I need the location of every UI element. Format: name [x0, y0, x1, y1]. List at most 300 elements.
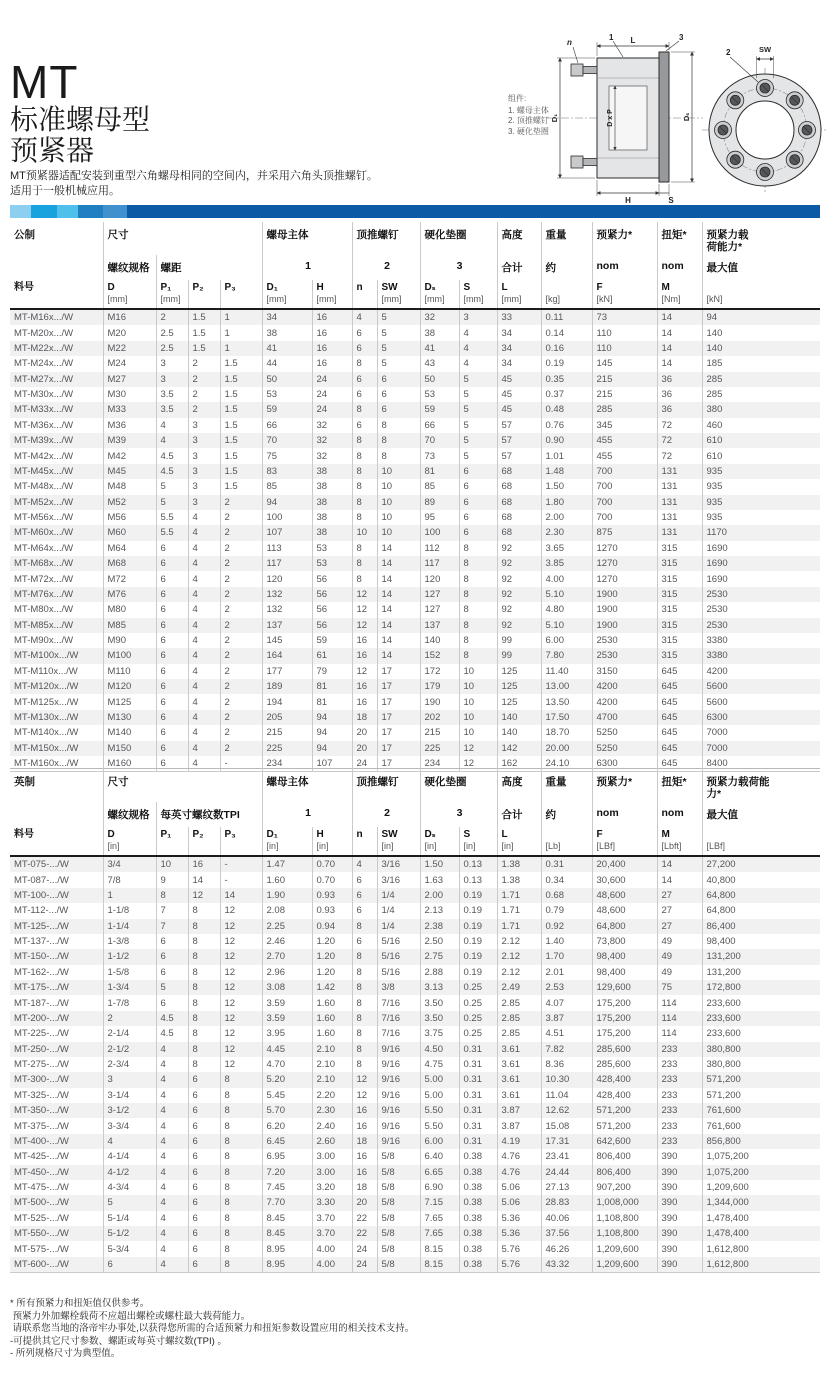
- table-cell: 7.65: [420, 1226, 459, 1241]
- table-cell: 9/16: [377, 1134, 420, 1149]
- table-cell: 390: [657, 1241, 702, 1256]
- table-cell: 8.36: [541, 1057, 592, 1072]
- table-cell: 12: [220, 934, 262, 949]
- table-row: [10, 433, 820, 448]
- table-cell: 27,200: [702, 856, 820, 872]
- table-cell: 59: [312, 633, 352, 648]
- table-row: [10, 1072, 820, 1087]
- table-cell: 125: [497, 694, 541, 709]
- table-cell: 0.38: [459, 1211, 497, 1226]
- table-cell: 61: [312, 648, 352, 663]
- table-row: [10, 949, 820, 964]
- table-cell: 4: [188, 648, 220, 663]
- table-cell: 114: [657, 995, 702, 1010]
- table-cell: 8: [188, 1026, 220, 1041]
- column-header: H [mm]: [312, 280, 352, 309]
- table-cell: M60: [103, 525, 156, 540]
- table-cell: M120: [103, 679, 156, 694]
- table-cell: 8: [188, 995, 220, 1010]
- table-cell: 16: [352, 1165, 377, 1180]
- table-cell: M52: [103, 495, 156, 510]
- table-cell: 215: [592, 372, 657, 387]
- table-cell: MT-250-.../W: [14, 1043, 69, 1055]
- table-cell: 189: [262, 679, 312, 694]
- table-cell: 12.62: [541, 1103, 592, 1118]
- table-cell: 202: [420, 710, 459, 725]
- table-cell: 4: [156, 1103, 188, 1118]
- table-cell: 428,400: [592, 1072, 657, 1087]
- table-cell: 6: [188, 1134, 220, 1149]
- table-cell: 233: [657, 1042, 702, 1057]
- table-cell: 5.10: [541, 587, 592, 602]
- column-header: M [Nm]: [657, 280, 702, 309]
- table-cell: 6: [188, 1241, 220, 1256]
- table-cell: 172: [420, 664, 459, 679]
- table-row: [10, 888, 820, 903]
- table-cell: 2.70: [262, 949, 312, 964]
- table-row: [10, 1042, 820, 1057]
- table-cell: 8: [377, 433, 420, 448]
- table-cell: 5/8: [377, 1226, 420, 1241]
- table-cell: M48: [103, 479, 156, 494]
- table-cell: 75: [657, 980, 702, 995]
- table-cell: 5.06: [497, 1180, 541, 1195]
- size-group-label: 尺寸: [103, 769, 262, 803]
- table-cell: 3.95: [262, 1026, 312, 1041]
- table-cell: 8: [352, 479, 377, 494]
- table-cell: 6: [352, 341, 377, 356]
- table-cell: 81: [420, 464, 459, 479]
- page-subtitle-line2: 预紧器: [10, 135, 95, 166]
- table-cell: 5/8: [377, 1195, 420, 1210]
- table-row: [10, 694, 820, 709]
- table-cell: 6.00: [541, 633, 592, 648]
- table-cell: 2530: [702, 602, 820, 617]
- table-cell: 89: [420, 495, 459, 510]
- table-cell: 34: [497, 341, 541, 356]
- column-header: S [in]: [459, 827, 497, 856]
- table-cell: 3.70: [312, 1211, 352, 1226]
- table-cell: 1.5: [188, 309, 220, 325]
- table-cell: 0.70: [312, 872, 352, 887]
- callout-part2: 2: [726, 48, 731, 57]
- table-cell: 2-1/4: [103, 1026, 156, 1041]
- table-cell: 645: [657, 725, 702, 740]
- table-cell: 7: [156, 903, 188, 918]
- table-cell: 56: [312, 571, 352, 586]
- table-cell: 1-1/8: [103, 903, 156, 918]
- table-cell: 6: [188, 1149, 220, 1164]
- table-cell: 10: [459, 694, 497, 709]
- table-cell: 4.00: [312, 1257, 352, 1273]
- table-cell: 2.88: [420, 965, 459, 980]
- table-cell: 4: [156, 1241, 188, 1256]
- table-cell: MT-450-.../W: [14, 1166, 69, 1178]
- table-cell: 2.53: [541, 980, 592, 995]
- table-cell: 17: [377, 664, 420, 679]
- table-cell: 64,800: [702, 888, 820, 903]
- table-cell: 225: [420, 741, 459, 756]
- height-sub-label: 合计: [497, 802, 541, 827]
- table-cell: 6: [352, 387, 377, 402]
- table-cell: 117: [262, 556, 312, 571]
- table-cell: 4: [188, 602, 220, 617]
- table-cell: 8: [377, 418, 420, 433]
- table-cell: 14: [377, 587, 420, 602]
- table-cell: 32: [312, 448, 352, 463]
- table-cell: 5600: [702, 694, 820, 709]
- table-cell: 1,108,800: [592, 1226, 657, 1241]
- table-cell: 3.61: [497, 1042, 541, 1057]
- table-cell: 0.31: [459, 1072, 497, 1087]
- table-cell: 1: [220, 341, 262, 356]
- table-cell: 2530: [592, 633, 657, 648]
- table-cell: 12: [352, 1088, 377, 1103]
- table-cell: M36: [103, 418, 156, 433]
- table-cell: 24: [352, 1257, 377, 1273]
- table-row: [10, 1211, 820, 1226]
- table-cell: 17: [377, 741, 420, 756]
- table-cell: 4: [156, 1257, 188, 1273]
- table-cell: 8: [352, 571, 377, 586]
- table-cell: 0.38: [459, 1149, 497, 1164]
- table-cell: 2.5: [156, 341, 188, 356]
- table-cell: 3: [188, 433, 220, 448]
- table-cell: 5.76: [497, 1241, 541, 1256]
- table-cell: 129,600: [592, 980, 657, 995]
- table-cell: MT-225-.../W: [14, 1028, 69, 1040]
- table-cell: MT-325-.../W: [14, 1089, 69, 1101]
- table-cell: 14: [657, 309, 702, 325]
- table-cell: 20: [352, 741, 377, 756]
- table-cell: 0.19: [459, 888, 497, 903]
- table-cell: 4200: [592, 679, 657, 694]
- weight-sub-label: 约: [541, 255, 592, 280]
- table-cell: 12: [352, 618, 377, 633]
- table-cell: 1.5: [220, 433, 262, 448]
- table-cell: MT-M33x.../W: [14, 404, 74, 416]
- table-cell: 4: [188, 571, 220, 586]
- table-cell: 1270: [592, 541, 657, 556]
- table-cell: 50: [420, 372, 459, 387]
- table-cell: 2: [220, 725, 262, 740]
- table-cell: 6: [188, 1195, 220, 1210]
- table-cell: 4: [156, 1072, 188, 1087]
- table-row: [10, 1088, 820, 1103]
- height-group-label: 高度: [497, 769, 541, 803]
- table-cell: 12: [220, 980, 262, 995]
- table-cell: 2-1/2: [103, 1042, 156, 1057]
- table-cell: M160: [103, 756, 156, 772]
- table-cell: MT-137-.../W: [14, 936, 69, 948]
- table-cell: 2: [220, 694, 262, 709]
- table-cell: 0.31: [459, 1118, 497, 1133]
- table-cell: 4.76: [497, 1165, 541, 1180]
- table-cell: 233,600: [702, 995, 820, 1010]
- table-cell: 4.76: [497, 1149, 541, 1164]
- table-cell: 44: [262, 356, 312, 371]
- table-cell: 2: [188, 356, 220, 371]
- table-cell: 92: [497, 556, 541, 571]
- table-cell: 194: [262, 694, 312, 709]
- table-cell: 700: [592, 464, 657, 479]
- table-cell: 4.5: [156, 1011, 188, 1026]
- table-cell: 5: [459, 402, 497, 417]
- table-cell: 6: [156, 995, 188, 1010]
- table-cell: 428,400: [592, 1088, 657, 1103]
- table-cell: 8: [220, 1180, 262, 1195]
- table-cell: 4: [188, 710, 220, 725]
- jack-screw-group-label: 顶推螺钉: [352, 769, 420, 803]
- table-cell: 5/16: [377, 934, 420, 949]
- table-cell: 3: [459, 309, 497, 325]
- table-cell: 1.90: [262, 888, 312, 903]
- table-cell: 10: [459, 664, 497, 679]
- table-cell: 2: [188, 372, 220, 387]
- table-cell: 6: [188, 1226, 220, 1241]
- table-cell: 233: [657, 1103, 702, 1118]
- dim-label-DxP: D x P: [607, 109, 614, 127]
- table-cell: 390: [657, 1180, 702, 1195]
- table-cell: 5.10: [541, 618, 592, 633]
- table-cell: 120: [262, 571, 312, 586]
- table-cell: 455: [592, 433, 657, 448]
- table-cell: MT-M42x.../W: [14, 450, 74, 462]
- table-cell: 4.80: [541, 602, 592, 617]
- jack-screw-number: 2: [352, 802, 420, 827]
- table-cell: 5.00: [420, 1088, 459, 1103]
- table-cell: MT-075-.../W: [14, 859, 69, 871]
- table-cell: MT-187-.../W: [14, 997, 69, 1009]
- table-cell: 110: [592, 325, 657, 340]
- table-cell: 5.00: [420, 1072, 459, 1087]
- table-cell: 215: [262, 725, 312, 740]
- table-cell: 0.31: [459, 1042, 497, 1057]
- table-cell: 5: [377, 356, 420, 371]
- table-cell: 0.25: [459, 995, 497, 1010]
- table-cell: 92: [497, 571, 541, 586]
- table-cell: 140: [702, 341, 820, 356]
- table-cell: 73: [420, 448, 459, 463]
- washer-group-label: 硬化垫圈: [420, 222, 497, 255]
- footnote-line: - 所列规格尺寸为典型值。: [10, 1348, 121, 1359]
- table-cell: 6.65: [420, 1165, 459, 1180]
- table-cell: 4: [156, 1149, 188, 1164]
- table-cell: 107: [262, 525, 312, 540]
- table-cell: 4: [188, 525, 220, 540]
- table-cell: 0.11: [541, 309, 592, 325]
- table-cell: 5: [377, 341, 420, 356]
- product-description: [10, 169, 378, 198]
- table-cell: MT-M90x.../W: [14, 635, 74, 647]
- table-cell: 6: [156, 934, 188, 949]
- table-cell: 2: [220, 495, 262, 510]
- accent-segment: [78, 205, 103, 218]
- table-cell: MT-M140x.../W: [14, 727, 79, 739]
- table-cell: 70: [420, 433, 459, 448]
- table-cell: 2.85: [497, 1011, 541, 1026]
- table-cell: 81: [312, 694, 352, 709]
- table-cell: 7.20: [262, 1165, 312, 1180]
- callout-part3: 3: [679, 33, 684, 42]
- table-cell: 48,600: [592, 888, 657, 903]
- table-cell: 6: [352, 325, 377, 340]
- table-cell: 1.5: [220, 418, 262, 433]
- table-cell: 4: [188, 618, 220, 633]
- table-cell: 4-1/2: [103, 1165, 156, 1180]
- table-cell: 4.50: [420, 1042, 459, 1057]
- table-cell: 110: [592, 341, 657, 356]
- table-cell: 4: [459, 341, 497, 356]
- table-cell: 1-5/8: [103, 965, 156, 980]
- table-cell: 10.30: [541, 1072, 592, 1087]
- table-cell: 2.30: [541, 525, 592, 540]
- table-cell: 8: [188, 980, 220, 995]
- table-cell: 17.50: [541, 710, 592, 725]
- component-item-1: 1. 螺母主体: [508, 105, 549, 115]
- table-cell: 856,800: [702, 1134, 820, 1149]
- table-cell: 4.45: [262, 1042, 312, 1057]
- table-cell: 6: [459, 510, 497, 525]
- table-cell: 10: [377, 479, 420, 494]
- table-cell: M64: [103, 541, 156, 556]
- table-cell: MT-M45x.../W: [14, 465, 74, 477]
- table-cell: 8: [352, 402, 377, 417]
- height-group-label: 高度: [497, 222, 541, 255]
- table-cell: 610: [702, 433, 820, 448]
- table-cell: 3-3/4: [103, 1118, 156, 1133]
- table-cell: 5/16: [377, 965, 420, 980]
- table-cell: 1.5: [220, 448, 262, 463]
- weight-group-label: 重量: [541, 769, 592, 803]
- column-header: P₃: [220, 827, 262, 856]
- table-cell: 6: [459, 464, 497, 479]
- table-cell: 2.30: [312, 1103, 352, 1118]
- table-cell: 22: [352, 1226, 377, 1241]
- table-cell: MT-M20x.../W: [14, 327, 74, 339]
- table-cell: 1/4: [377, 919, 420, 934]
- table-cell: 0.38: [459, 1257, 497, 1273]
- washer-number: 3: [420, 802, 497, 827]
- table-cell: MT-M16x.../W: [14, 312, 74, 324]
- table-cell: 12: [459, 741, 497, 756]
- table-cell: MT-M48x.../W: [14, 481, 74, 493]
- page-title: MT: [10, 56, 79, 108]
- size-group-label: 尺寸: [103, 222, 262, 255]
- table-cell: 5-1/4: [103, 1211, 156, 1226]
- table-cell: 10: [459, 710, 497, 725]
- column-header: H [in]: [312, 827, 352, 856]
- imperial-table-section: [10, 768, 820, 1273]
- table-cell: 8: [352, 995, 377, 1010]
- table-cell: 0.79: [541, 903, 592, 918]
- table-cell: 8: [352, 556, 377, 571]
- table-cell: 92: [497, 618, 541, 633]
- table-cell: 94: [262, 495, 312, 510]
- preload-group-label: 预紧力*: [592, 222, 657, 255]
- table-cell: M24: [103, 356, 156, 371]
- table-cell: 14: [657, 856, 702, 872]
- table-row: [10, 872, 820, 887]
- table-cell: 3-1/4: [103, 1088, 156, 1103]
- table-cell: 0.19: [541, 356, 592, 371]
- table-cell: 12: [220, 949, 262, 964]
- table-cell: 3: [156, 372, 188, 387]
- table-cell: 8: [352, 1042, 377, 1057]
- column-header: F [LBf]: [592, 827, 657, 856]
- table-row: [10, 919, 820, 934]
- table-cell: 0.19: [459, 919, 497, 934]
- table-cell: 1.60: [262, 872, 312, 887]
- table-cell: 6: [352, 903, 377, 918]
- table-cell: 8: [220, 1118, 262, 1133]
- table-cell: 2.50: [420, 934, 459, 949]
- nut-body-number: 1: [262, 802, 352, 827]
- table-cell: 7000: [702, 725, 820, 740]
- table-cell: 49: [657, 949, 702, 964]
- table-cell: 2.08: [262, 903, 312, 918]
- table-cell: 1,344,000: [702, 1195, 820, 1210]
- table-cell: 285: [592, 402, 657, 417]
- table-row: [10, 903, 820, 918]
- table-cell: 79: [312, 664, 352, 679]
- table-cell: 6: [156, 618, 188, 633]
- callout-part1: 1: [609, 33, 614, 42]
- table-cell: 4.75: [420, 1057, 459, 1072]
- column-header: [kN]: [702, 280, 820, 309]
- table-cell: 5: [459, 372, 497, 387]
- table-cell: 2: [220, 510, 262, 525]
- table-cell: 6: [352, 418, 377, 433]
- table-cell: 1270: [592, 556, 657, 571]
- table-cell: 645: [657, 664, 702, 679]
- table-cell: 4.5: [156, 464, 188, 479]
- table-cell: 1,209,600: [592, 1241, 657, 1256]
- table-cell: 1,209,600: [592, 1257, 657, 1273]
- table-cell: 3.00: [312, 1165, 352, 1180]
- table-cell: 10: [377, 495, 420, 510]
- table-row: [10, 556, 820, 571]
- table-cell: 16: [312, 356, 352, 371]
- table-cell: MT-M24x.../W: [14, 358, 74, 370]
- table-cell: 5/8: [377, 1165, 420, 1180]
- table-cell: 285: [702, 372, 820, 387]
- table-cell: 935: [702, 510, 820, 525]
- table-cell: 140: [420, 633, 459, 648]
- table-cell: 1.50: [541, 479, 592, 494]
- table-cell: MT-125-.../W: [14, 920, 69, 932]
- table-cell: 14: [377, 571, 420, 586]
- table-cell: 4: [156, 1165, 188, 1180]
- table-cell: 6.40: [420, 1149, 459, 1164]
- table-row: [10, 1011, 820, 1026]
- table-cell: 8: [459, 648, 497, 663]
- table-cell: 907,200: [592, 1180, 657, 1195]
- table-row: [10, 1118, 820, 1133]
- table-cell: 571,200: [702, 1072, 820, 1087]
- table-cell: 24: [352, 1241, 377, 1256]
- torque-group-label: 扭矩*: [657, 769, 702, 803]
- table-row: [10, 633, 820, 648]
- table-cell: 234: [262, 756, 312, 772]
- table-cell: 8: [220, 1257, 262, 1273]
- table-cell: 164: [262, 648, 312, 663]
- table-cell: 0.19: [459, 965, 497, 980]
- table-cell: 8: [352, 433, 377, 448]
- table-cell: 2.5: [156, 325, 188, 340]
- table-cell: 16: [312, 309, 352, 325]
- table-cell: 28.83: [541, 1195, 592, 1210]
